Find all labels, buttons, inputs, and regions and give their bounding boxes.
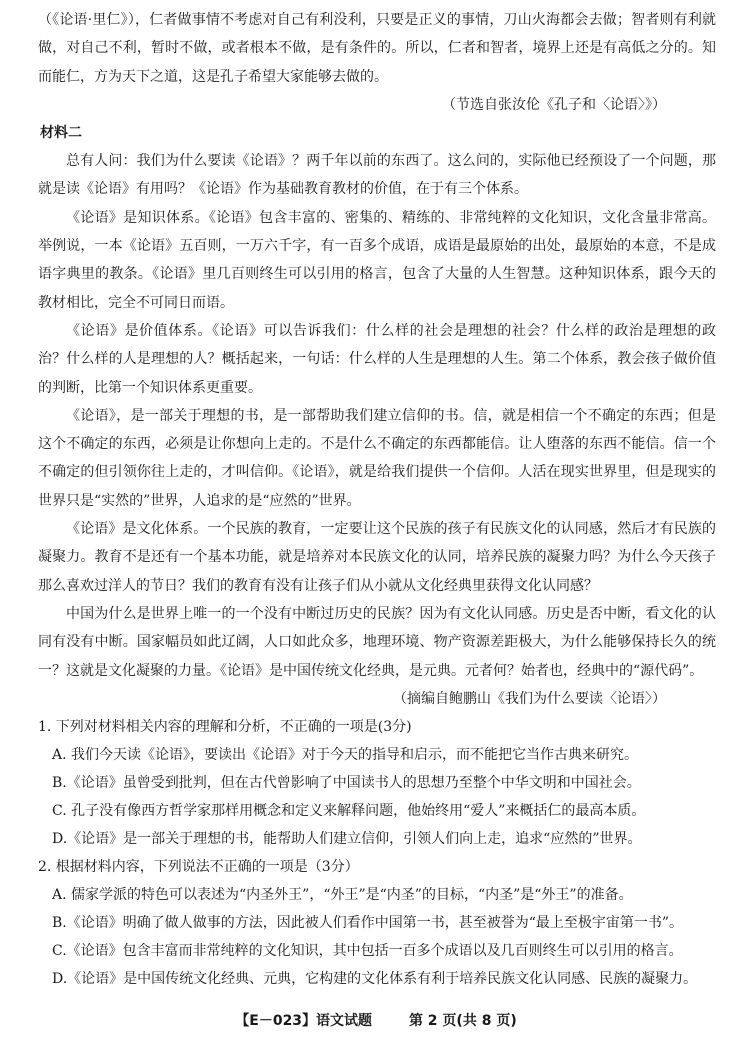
question-option-b: B.《论语》明确了做人做事的方法，因此被人们看作中国第一书，甚至被誉为“最上至极宇宙第一书”。 xyxy=(52,915,684,932)
question-stem: 2. 根据材料内容，下列说法不正确的一项是（3分） xyxy=(38,859,359,876)
question-option-c: C. 孔子没有像西方哲学家那样用概念和定义来解释问题，他始终用“爱人”来概括仁的最高本质。 xyxy=(52,803,646,820)
page-number: 第 2 页(共 8 页) xyxy=(408,1013,517,1029)
question-option-d: D.《论语》是中国传统文化经典、元典，它构建的文化体系有利于培养民族文化认同感、民族的凝聚力。 xyxy=(52,971,698,988)
question-option-d: D.《论语》是一部关于理想的书，能帮助人们建立信仰，引领人们向上走，追求“应然的”世界。 xyxy=(52,831,642,848)
material-two-paragraph: 中国为什么是世界上唯一的一个没有中断过历史的民族？因为有文化认同感。历史是否中断，看文化的认同有没有中断。国家幅员如此辽阔，人口如此众多，地理环境、物产资源差距极大，为什么能够保持长久的统一？这就是文化凝聚的力量。《论语》是中国传统文化经典，是元典。元者何？始者也，经典中的“源代码”。 xyxy=(38,605,716,679)
material-one-tail-paragraph: （《论语·里仁》），仁者做事情不考虑对自己有利没利，只要是正义的事情，刀山火海都会去做；智者则有利就做，对自己不利，暂时不做，或者根本不做，是有条件的。所以，仁者和智者，境界上还是有高低之分的。知而能仁，方为天下之道，这是孔子希望大家能够去做的。 xyxy=(38,12,716,85)
exam-code: 【E－023】语文试题 xyxy=(235,1013,373,1029)
material-two-paragraph: 《论语》是价值体系。《论语》可以告诉我们：什么样的社会是理想的社会？什么样的政治是理想的政治？什么样的人是理想的人？概括起来，一句话：什么样的人生是理想的人生。第二个体系，教会孩子做价值的判断，比第一个知识体系更重要。 xyxy=(38,322,716,396)
material-two-paragraph: 《论语》，是一部关于理想的书，是一部帮助我们建立信仰的书。信，就是相信一个不确定的东西；但是这个不确定的东西，必须是让你想向上走的。不是什么不确定的东西都能信。让人堕落的东西不能信。信一个不确定的但引领你往上走的，才叫信仰。《论语》，就是给我们提供一个信仰。人活在现实世界里，但是现实的世界只是“实然的”世界，人追求的是“应然的”世界。 xyxy=(38,407,716,509)
question-list xyxy=(38,713,716,993)
question-1 xyxy=(38,713,716,853)
material-two-source: （摘编自鲍鹏山《我们为什么要读〈论语〉） xyxy=(393,690,666,707)
material-two-paragraph: 总有人问：我们为什么要读《论语》？两千年以前的东西了。这么问的，实际他已经预设了一个问题，那就是读《论语》有用吗？《论语》作为基础教育教材的价值，在于有三个体系。 xyxy=(38,153,716,198)
material-two-paragraph: 《论语》是知识体系。《论语》包含丰富的、密集的、精练的、非常纯粹的文化知识，文化含量非常高。举例说，一本《论语》五百则，一万六千字，有一百多个成语，成语是最原始的出处，最原始的本意，不是成语字典里的教条。《论语》里几百则终生可以引用的格言，包含了大量的人生智慧。这种知识体系，跟今天的教材相比，完全不可同日而语。 xyxy=(38,209,716,311)
material-two-heading: 材料二 xyxy=(40,125,82,142)
question-option-a: A. 我们今天读《论语》，要读出《论语》对于今天的指导和启示，而不能把它当作古典来研究。 xyxy=(52,747,639,764)
question-option-b: B.《论语》虽曾受到批判，但在古代曾影响了中国读书人的思想乃至整个中华文明和中国社会。 xyxy=(52,775,641,792)
question-2 xyxy=(38,853,716,993)
page-footer xyxy=(0,1011,752,1031)
question-stem: 1. 下列对材料相关内容的理解和分析，不正确的一项是(3分) xyxy=(38,719,412,736)
material-one-source: （节选自张汝伦《孔子和〈论语〉》） xyxy=(442,96,666,113)
material-two-paragraph: 《论语》是文化体系。一个民族的教育，一定要让这个民族的孩子有民族文化的认同感，然后才有民族的凝聚力。教育不是还有一个基本功能，就是培养对本民族文化的认同，培养民族的凝聚力吗？为什么今天孩子那么喜欢过洋人的节日？我们的教育有没有让孩子们从小就从文化经典里获得文化认同感？ xyxy=(38,521,716,594)
question-option-c: C.《论语》包含丰富而非常纯粹的文化知识，其中包括一百多个成语以及几百则终生可以引用的格言。 xyxy=(52,943,683,960)
question-option-a: A. 儒家学派的特色可以表述为“内圣外王”，“外王”是“内圣”的目标，“内圣”是“外王”的准备。 xyxy=(52,887,633,904)
